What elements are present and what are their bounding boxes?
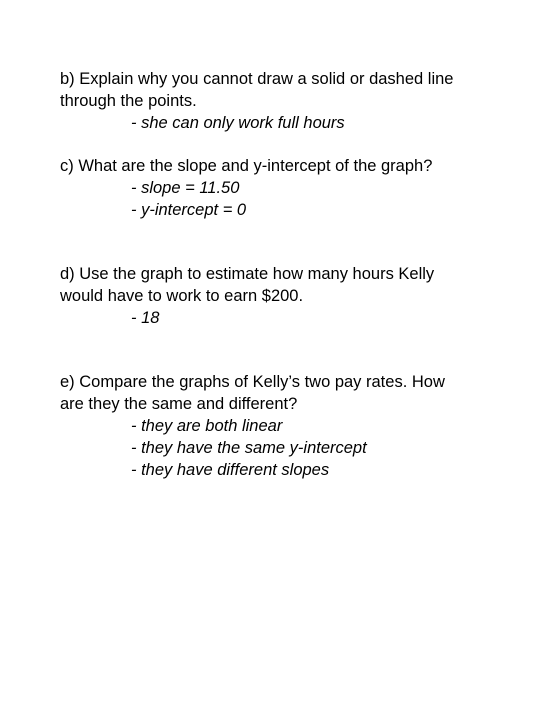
question-e-line-1: e) Compare the graphs of Kelly’s two pay rates. How [60, 373, 445, 391]
question-b [60, 68, 520, 134]
question-c-line-1: c) What are the slope and y-intercept of the graph? [60, 157, 433, 175]
question-d-line-1: d) Use the graph to estimate how many hours Kelly [60, 265, 435, 283]
answer-d-line-1: - 18 [131, 309, 160, 327]
question-b-line-1: b) Explain why you cannot draw a solid or dashed line [60, 70, 454, 88]
question-c [60, 155, 520, 221]
question-e [60, 371, 520, 481]
answer-b-line-1: - she can only work full hours [131, 114, 345, 132]
answer-e-line-2: - they have the same y-intercept [131, 439, 367, 457]
answer-e-line-3: - they have different slopes [131, 461, 330, 479]
answer-c-line-2: - y-intercept = 0 [131, 201, 247, 219]
question-b-line-2: through the points. [60, 92, 197, 110]
answer-c-line-1: - slope = 11.50 [131, 179, 240, 197]
question-d-line-2: would have to work to earn $200. [60, 287, 304, 305]
answer-e-line-1: - they are both linear [131, 417, 283, 435]
question-d [60, 263, 520, 329]
question-e-line-2: are they the same and different? [60, 395, 298, 413]
